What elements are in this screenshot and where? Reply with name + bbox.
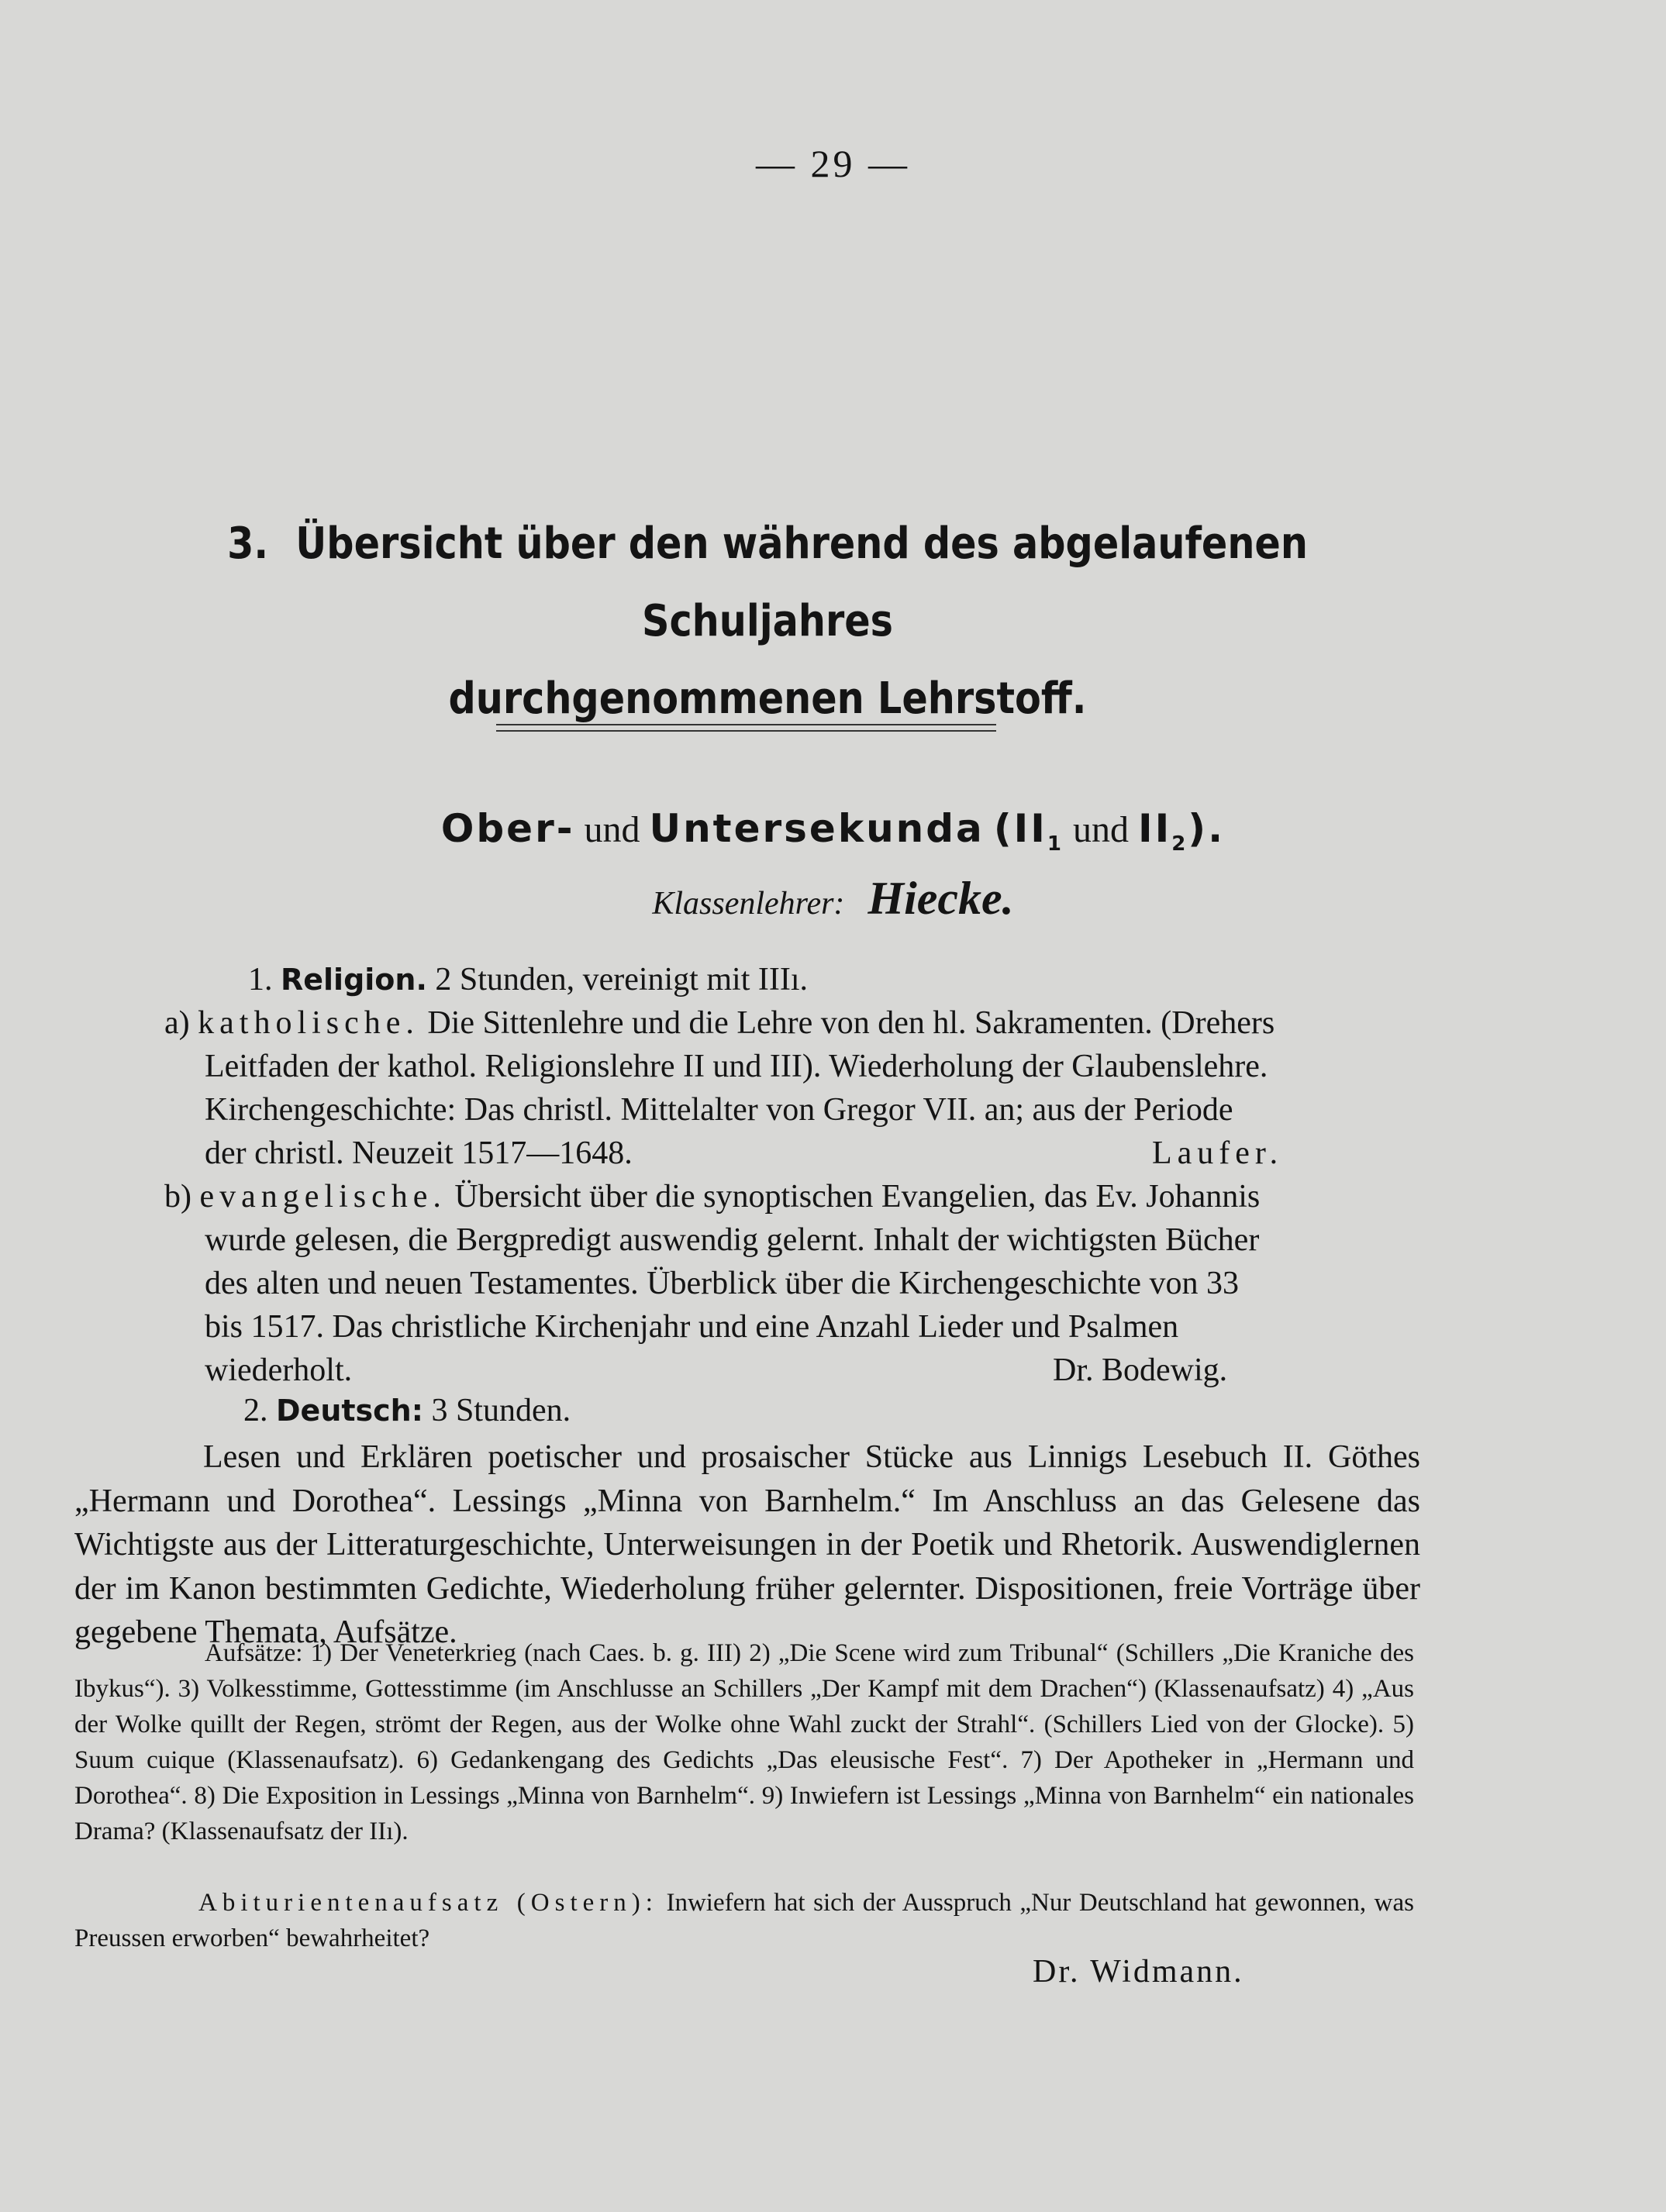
class-name-unter: Untersekunda — [649, 806, 985, 851]
religion-b-line-4: bis 1517. Das christliche Kirchenjahr und eine Anzahl Lieder und Psalmen — [205, 1309, 1179, 1345]
religion-heading: 1. Religion. 2 Stunden, vereinigt mit IIIı. — [248, 962, 808, 997]
religion-a-title: katholische. — [198, 1005, 419, 1041]
religion-a-marker: a) — [164, 1005, 190, 1041]
religion-a-first-line — [164, 1004, 1275, 1042]
religion-b-line-2: wurde gelesen, die Bergpredigt auswendig gelernt. Inhalt der wichtigsten Bücher — [205, 1222, 1260, 1258]
deutsch-paragraph: Lesen und Erklären poetischer und prosaischer Stücke aus Linnigs Lesebuch II. Göthes „Hermann und Dorothea“. Lessings „Minna von Barnhelm.“ Im Anschluss an das Gelesene das Wichtigste aus der Litteraturgeschichte, Unterweisungen in der Poetik und Rhetorik. Auswendiglernen der im Kanon bestimmten Gedichte, Wiederholung früher gelernter. Dispositionen, freie Vorträge über gegebene Themata, Aufsätze. — [74, 1439, 1420, 1650]
class-conj-2: und — [1072, 809, 1129, 850]
religion-b-line-5: wiederholt. — [205, 1352, 353, 1388]
religion-title: Religion. — [281, 963, 427, 997]
class-code-1: ($II_1$ — [993, 806, 1064, 856]
religion-a-teacher: Laufer. — [1152, 1135, 1284, 1171]
class-teacher-name: Hiecke. — [867, 873, 1014, 924]
class-teacher-label: Klassenlehrer: — [652, 886, 845, 922]
deutsch-teacher: Dr. Widmann. — [1033, 1954, 1244, 1990]
deutsch-title: Deutsch: — [276, 1394, 423, 1428]
section-number: 3. — [227, 519, 269, 569]
religion-b-marker: b) — [164, 1179, 191, 1215]
religion-a-line-1: Die Sittenlehre und die Lehre von den hl. Sakramenten. (Drehers — [427, 1005, 1275, 1041]
deutsch-aufsaetze: Aufsätze: 1) Der Veneterkrieg (nach Caes. b. g. III) 2) „Die Scene wird zum Tribunal“ (Schillers „Die Kraniche des Ibykus“). 3) Volkesstimme, Gottesstimme (im Anschlusse an Schillers „Der Kampf mit dem Drachen“) (Klassenaufsatz) 4) „Aus der Wolke quillt der Regen, strömt der Regen, aus der Wolke ohne Wahl zuckt der Strahl“. (Schillers Lied von der Glocke). 5) Suum cuique (Klassenaufsatz). 6) Gedankengang des Gedichts „Das eleusische Fest“. 7) Der Apotheker in „Hermann und Dorothea“. 8) Die Exposition in Lessings „Minna von Barnhelm“. 9) Inwiefern ist Lessings „Minna von Barnhelm“ ein nationales Drama? (Klassenaufsatz der IIı). — [74, 1639, 1414, 1845]
class-conj-1: und — [584, 809, 640, 850]
double-rule-divider — [496, 724, 996, 732]
religion-b-title: evangelische. — [199, 1179, 447, 1215]
section-title-line-2: durchgenommenen Lehrstoff. — [448, 674, 1087, 724]
section-title-line-1 — [160, 505, 1375, 660]
class-teacher-line — [0, 872, 1666, 925]
deutsch-heading: 2. Deutsch: 3 Stunden. — [243, 1393, 571, 1428]
deutsch-abitur-label: Abiturientenaufsatz (Ostern): — [198, 1889, 658, 1917]
section-title — [160, 505, 1375, 738]
deutsch-hours: 3 Stunden. — [431, 1393, 571, 1428]
deutsch-abitur-text: Inwiefern hat sich der Ausspruch „Nur Deutschland hat gewonnen, was Preussen erworben“ bewahrheitet? — [74, 1889, 1414, 1952]
religion-a-line-2: Leitfaden der kathol. Religionslehre II und III). Wiederholung der Glaubenslehre. — [205, 1049, 1268, 1084]
class-code-2: $II_2$). — [1137, 806, 1226, 856]
religion-hours: 2 Stunden, vereinigt mit IIIı. — [435, 962, 808, 997]
religion-a-line-4: der christl. Neuzeit 1517—1648. — [205, 1135, 633, 1171]
deutsch-abitur — [74, 1885, 1414, 1956]
section-title-text-1: Übersicht über den während des abgelaufenen Schuljahres — [295, 519, 1308, 646]
class-name-ober: Ober- — [440, 806, 575, 851]
page-number: — 29 — — [756, 142, 910, 185]
religion-b-first-line — [164, 1178, 1260, 1215]
class-heading — [0, 806, 1666, 856]
religion-b-line-1: Übersicht über die synoptischen Evangelien, das Ev. Johannis — [454, 1179, 1261, 1215]
religion-b-line-3: des alten und neuen Testamentes. Überblick über die Kirchengeschichte von 33 — [205, 1266, 1240, 1301]
religion-b-teacher: Dr. Bodewig. — [1053, 1352, 1228, 1388]
religion-a-line-3: Kirchengeschichte: Das christl. Mittelalter von Gregor VII. an; aus der Periode — [205, 1092, 1233, 1128]
